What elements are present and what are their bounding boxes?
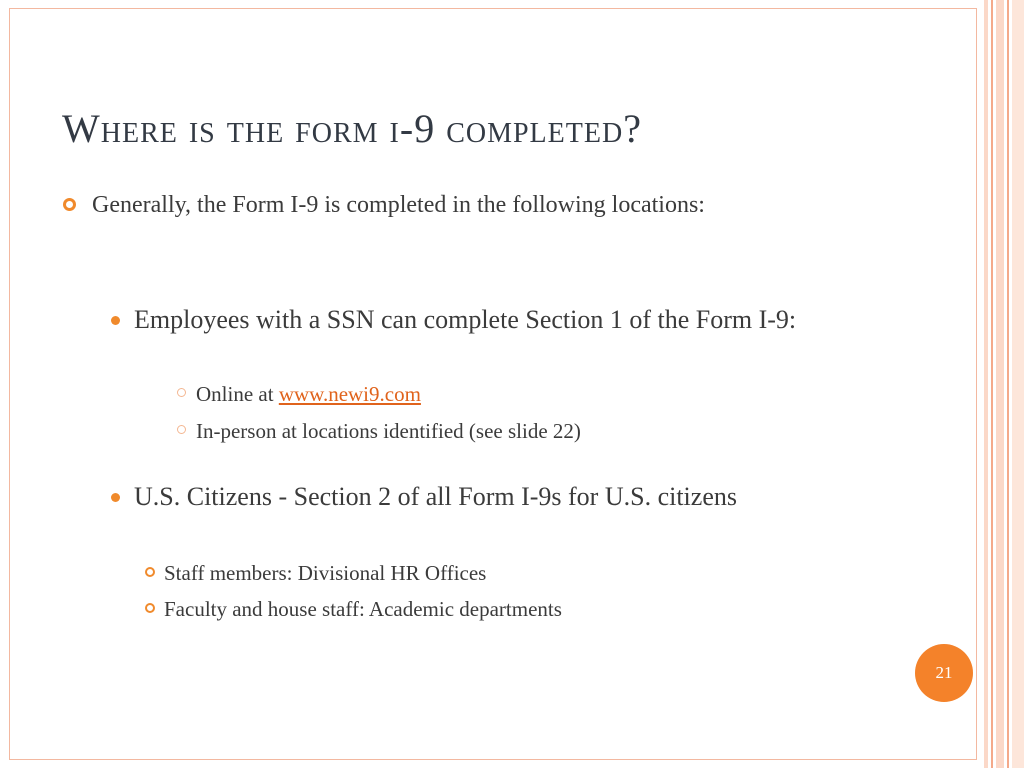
newi9-link[interactable]: www.newi9.com — [278, 382, 421, 406]
dot-bullet-icon — [111, 316, 120, 325]
bullet-staff-text: Staff members: Divisional HR Offices — [164, 561, 487, 585]
bullet-inperson-text: In-person at locations identified (see slide 22) — [196, 419, 581, 443]
bullet-intro — [92, 188, 852, 222]
bullet-online — [196, 379, 421, 409]
bullet-faculty — [164, 594, 562, 624]
bullet-citizens-text: U.S. Citizens - Section 2 of all Form I-9s for U.S. citizens — [134, 482, 737, 511]
ring-bullet-icon — [145, 603, 155, 613]
bullet-inperson — [196, 416, 581, 446]
bullet-ssn — [134, 303, 894, 337]
bullet-ssn-text: Employees with a SSN can complete Section 1 of the Form I-9: — [134, 305, 797, 334]
page-number-badge: 21 — [915, 644, 973, 702]
ring-bullet-icon — [63, 198, 76, 211]
bullet-staff — [164, 558, 486, 588]
decorative-stripes — [984, 0, 1024, 768]
bullet-faculty-text: Faculty and house staff: Academic departments — [164, 597, 562, 621]
dot-bullet-icon — [111, 493, 120, 502]
bullet-online-prefix: Online at — [196, 382, 279, 406]
ring-bullet-icon — [177, 388, 186, 397]
slide-title: Where is the form i-9 completed? — [62, 106, 642, 151]
bullet-intro-text: Generally, the Form I-9 is completed in the following locations: — [92, 192, 705, 218]
ring-bullet-icon — [145, 567, 155, 577]
ring-bullet-icon — [177, 425, 186, 434]
bullet-citizens — [134, 480, 894, 514]
